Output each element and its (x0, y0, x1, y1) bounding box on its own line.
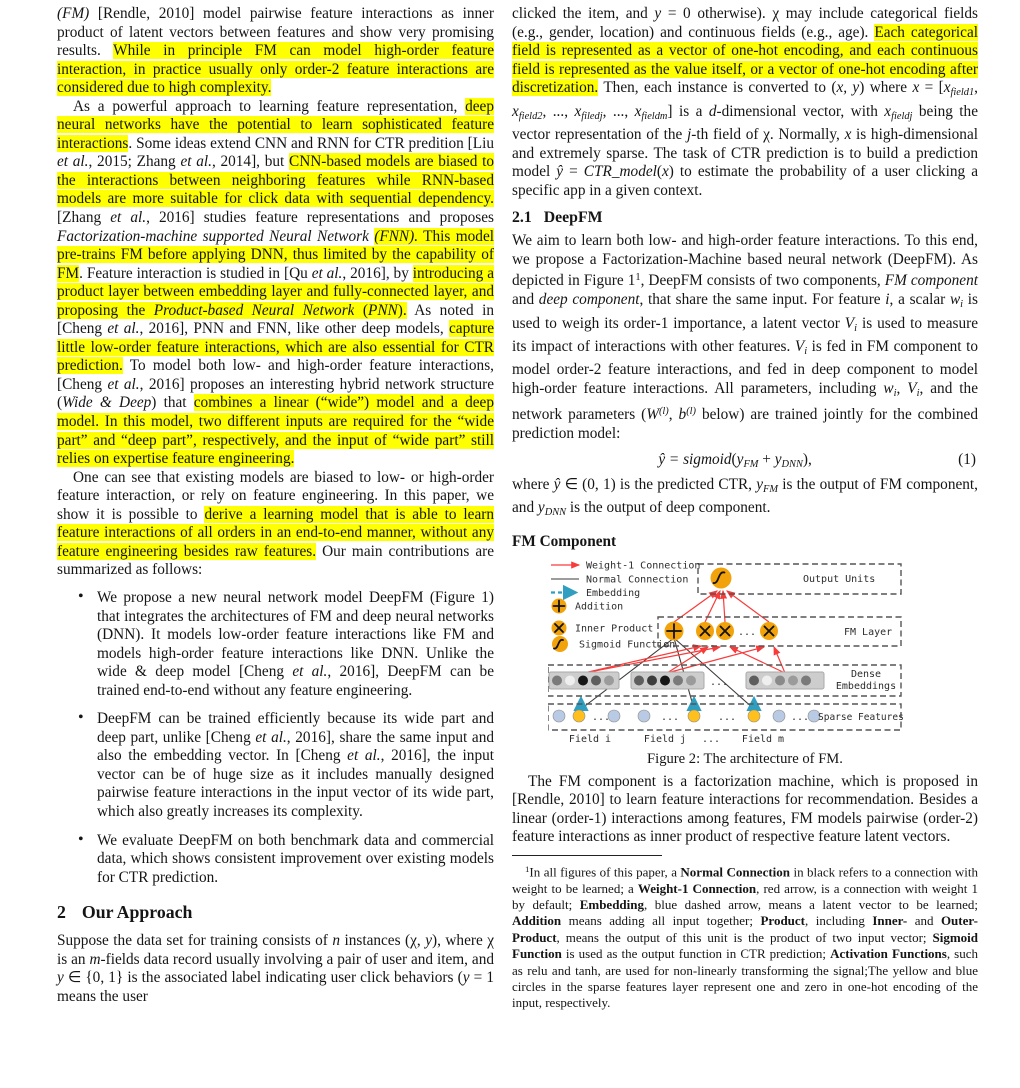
legend-label: Sigmoid Function (579, 639, 676, 651)
text-segment: We propose a new neural network model DeepFM (Figure 1) that integrates the architectures of FM and deep neural networks (DNN). It models low-order feature interactions like FM and models high-order feature interactions like DNN. Unlike the wide & deep model [Cheng (97, 588, 494, 681)
highlighted-text: introducing a product layer between embedding layer and fully-connected layer, and proposing the (57, 264, 495, 319)
dense-label-line1: Dense (850, 668, 882, 680)
text-segment: W (646, 406, 659, 424)
text-segment: , blue dashed arrow, means a latent vector to be learned; (644, 896, 978, 912)
sigmoid-unit-icon (552, 636, 568, 652)
text-segment: is the output of deep component. (566, 499, 771, 517)
text-segment: , ..., (542, 102, 575, 120)
bullet-item (97, 832, 494, 888)
p (57, 932, 494, 1006)
text-segment: ), (802, 450, 812, 468)
text-segment: CTR_model (583, 163, 657, 181)
text-segment: ( (656, 163, 662, 181)
p (57, 98, 494, 469)
text-segment: y (57, 969, 64, 987)
text-segment: ) to estimate the probability of a user clicking a specific app in a given context. (512, 163, 979, 199)
text-segment: x (662, 163, 669, 181)
field-labels (569, 734, 784, 745)
text-segment: is used to measure its impact of interactions with other features. (512, 314, 978, 356)
text-segment: et al. (107, 320, 140, 338)
text-segment: , such as relu and tanh, are used for non-linearly transforming the signal;The yellow and blue circles in the sparse features layer represent one and zero in one-hot encoding of the input, respectively. (512, 946, 978, 1011)
text-segment: , 2016], the input vector can be of huge size as it includes manually designed pairwise feature interactions in the input vector of its wide part, which also greatly increases its complexity. (97, 747, 495, 820)
text-segment: , that share the same input. For feature (639, 291, 886, 309)
text-segment: = [ (919, 79, 944, 97)
highlighted-text: combines a linear (“wide”) model and a deep model. In this model, two different inputs are required for the “wide part” and “deep part”, respectively, and the input of “wide part” still relies on expertise feature engineering. (57, 394, 494, 468)
text-segment: We evaluate DeepFM on both benchmark data and commercial data, which shows consistent improvement over existing models for CTR prediction. (97, 831, 494, 886)
text-segment: Suppose the data set for training consists of (57, 932, 333, 950)
highlighted-text: capture little low-order feature interactions, which are also essential for CTR prediction. (57, 320, 494, 375)
text-segment: x (943, 79, 951, 97)
legend-label: Weight-1 Connection (586, 560, 701, 572)
text-segment: ) where (859, 79, 913, 97)
text-segment: -th field of χ. Normally, (691, 126, 845, 144)
highlighted-text: This model pre-trains FM before applying DNN, thus limited by the capability of FM (57, 227, 494, 282)
highlighted-text: (FNN). (374, 227, 419, 245)
text-segment: + (758, 450, 775, 468)
dense-label-line2: Embeddings (835, 680, 897, 692)
text-segment: is fed in FM component to model order-2 feature interactions, and fed in deep component to model high-order feature interactions. All parameters, including (512, 338, 978, 398)
text-segment: x (884, 102, 892, 120)
h1: 2 Our Approach (57, 902, 193, 923)
text-segment: ) that (151, 394, 194, 412)
hbold: FM Component (512, 532, 617, 550)
text-segment: Then, each instance is converted to ( (598, 79, 837, 97)
legend-label: Inner Product (575, 623, 654, 635)
legend-label: Normal Connection (586, 574, 689, 586)
sparse-features-label: Sparse Features (818, 711, 904, 723)
text-segment: fieldj (891, 110, 913, 122)
text-segment: y (774, 450, 782, 468)
text-segment: Normal Connection (680, 864, 791, 880)
text-segment: i (854, 322, 858, 334)
text-segment: filedj (581, 110, 603, 122)
text-segment: y (425, 932, 432, 950)
text-segment: i (885, 291, 890, 309)
output-units-label: Output Units (803, 573, 876, 585)
text-segment: FM (743, 458, 759, 470)
text-segment: instances (χ, (340, 932, 426, 950)
text-segment: , 2014], but (211, 153, 290, 171)
text-segment: et al. (107, 375, 140, 393)
text-segment: being the vector representation of the (512, 102, 978, 144)
text-segment: n (332, 932, 340, 950)
text-segment: V (844, 314, 855, 332)
text-segment: , 2015; Zhang (88, 153, 181, 171)
text-segment: et al. (347, 747, 381, 765)
p (57, 469, 494, 580)
highlighted-text: While in principle FM can model high-order feature interaction, in practice usually only order-2 feature interactions are considered due to high complexity. (57, 42, 494, 97)
text-segment: , 2016] studies feature representations and proposes (146, 209, 494, 227)
highlighted-text: ). (397, 301, 407, 319)
text-segment: field2 (518, 110, 543, 122)
text-segment: , (668, 406, 679, 424)
text-segment: DNN (544, 507, 567, 519)
bullet-item (97, 710, 494, 821)
text-segment: Sigmoid Function (512, 929, 978, 962)
text-segment: . Some ideas extend CNN and RNN for CTR predition [Liu (128, 134, 494, 152)
svg-text:...: ... (592, 711, 611, 723)
text-segment: FM (763, 483, 779, 495)
text-segment: Embedding (579, 896, 645, 912)
figure-fm-architecture (548, 556, 978, 751)
text-segment: In all figures of this paper, a (529, 864, 681, 880)
text-segment: , red arrow, is a connection with weight 1 by default; (512, 880, 978, 912)
text-segment: , (896, 380, 908, 398)
text-segment: [Zhang (57, 209, 111, 227)
text-segment: To model both low- and high-order feature interactions, [Cheng (57, 357, 494, 393)
text-segment: = (665, 450, 684, 468)
text-segment: and (907, 913, 941, 929)
text-segment: w (883, 380, 894, 398)
text-segment: DNN (781, 458, 803, 470)
text-segment: j (687, 126, 692, 144)
text-segment: One can see that existing models are biased to low- or high-order feature interaction, or rely on feature engineering. In this paper, we show it is possible to (57, 468, 494, 523)
text-segment: [Rendle, 2010] model pairwise feature interactions as inner product of latent vectors between features and show very promising results. (57, 5, 494, 60)
text-segment: in black refers to a connection with weight to be learned; a (512, 864, 978, 896)
text-segment: Inner- (872, 913, 908, 929)
text-segment: Weight-1 Connection (637, 880, 757, 896)
svg-text:...: ... (718, 711, 737, 723)
text-segment: i (916, 387, 920, 399)
text-segment: , DeepFM consists of two components, (640, 272, 885, 290)
p (512, 476, 978, 523)
highlighted-text: PNN (367, 301, 398, 319)
text-segment: As noted in [Cheng (57, 301, 494, 338)
text-segment: Wide & Deep (62, 394, 152, 412)
text-segment: et al. (311, 264, 343, 282)
text-segment: b (678, 406, 687, 424)
highlighted-text: Product-based Neural Network (153, 301, 355, 319)
text-segment: Factorization-machine supported Neural Network (57, 227, 375, 245)
text-segment: i (893, 387, 897, 399)
text-segment: et al. (292, 663, 328, 681)
fm-architecture-diagram (548, 556, 978, 746)
text-segment: DeepFM can be trained efficiently because its wide part and deep part, unlike [Cheng (97, 710, 494, 746)
text-segment: et al. (180, 153, 212, 171)
text-segment: y (736, 450, 744, 468)
text-segment: -dimensional vector, with (716, 102, 885, 120)
text-segment: et al. (255, 728, 287, 746)
text-segment: Outer-Product (512, 913, 978, 945)
left-column (57, 5, 494, 1006)
equation: ŷ = sigmoid(yFM + yDNN), (1) (658, 450, 976, 470)
text-segment: sigmoid (683, 450, 732, 468)
text-segment: ] is a (667, 102, 709, 120)
svg-text:...: ... (791, 711, 810, 723)
text-segment: x, y (836, 79, 860, 97)
text-segment: , including (805, 913, 873, 929)
text-segment: V (907, 380, 917, 398)
text-segment: w (949, 291, 961, 309)
text-segment: d (708, 102, 717, 120)
text-segment: x (512, 102, 519, 120)
inner-product-unit-icon (552, 620, 567, 635)
text-segment: = 1 means the user (57, 969, 494, 1005)
text-segment: , 2016] proposes an interesting hybrid network structure ( (57, 375, 495, 412)
text-segment: et al. (110, 209, 147, 227)
text-segment: means adding all input together; (561, 913, 761, 929)
text-segment: is high-dimensional and extremely sparse. The task of CTR prediction is to build a prediction model (512, 126, 978, 181)
text-segment: x (574, 102, 582, 120)
legend-label: Embedding (586, 587, 641, 599)
text-segment: field1 (950, 87, 975, 99)
p (512, 232, 978, 443)
text-segment: y (756, 475, 763, 493)
text-segment: , and the network parameters ( (512, 380, 978, 424)
text-segment: is used as the output function in CTR prediction; (561, 946, 831, 962)
sigmoid-output-unit (711, 567, 732, 588)
text-segment: ŷ (658, 450, 666, 468)
right-column (512, 5, 978, 1012)
text-segment: i (804, 345, 808, 357)
text-segment: below) are trained jointly for the combined prediction model: (512, 406, 978, 443)
text-segment: As a powerful approach to learning feature representation, (73, 97, 466, 115)
svg-text:Field j: Field j (643, 733, 687, 745)
text-segment: 1 (525, 863, 530, 874)
fm-layer-label: FM Layer (844, 626, 893, 638)
p (57, 5, 494, 98)
text-segment: et al. (57, 153, 89, 171)
text-segment: , 2016], PNN and FNN, like other deep models, (139, 320, 449, 338)
text-segment: 1 (635, 272, 641, 284)
fm-units-ellipsis: ... (738, 626, 757, 638)
text-segment: = (563, 163, 584, 181)
text-segment: ( (731, 450, 737, 468)
text-segment: Our main contributions are summarized as follows: (57, 542, 495, 579)
text-segment: where (512, 475, 554, 493)
svg-text:Field i: Field i (568, 733, 612, 745)
text-segment: Activation Functions (830, 946, 947, 962)
text-segment: y (537, 499, 545, 517)
text-segment: ∈ (0, 1) is the predicted CTR, (560, 475, 757, 493)
text-segment: x (912, 79, 920, 97)
bullet-item (97, 589, 494, 700)
text-segment: We aim to learn both low- and high-order feature interactions. To this end, we propose a Factorization-Machine based neural network (DeepFM). As depicted in Figure 1 (512, 232, 978, 290)
text-segment: y (654, 5, 662, 22)
text-segment: deep component (538, 291, 640, 309)
highlighted-text: CNN-based models are biased to the interactions between neighboring features while RNN-based models are more suitable for click data with sequential dependency. (57, 153, 494, 208)
highlighted-text: deep neural networks have the potential to learn sophisticated feature interactions (57, 97, 494, 152)
text-segment: , ..., (602, 102, 635, 120)
text-segment: x (844, 126, 852, 144)
text-segment: V (794, 338, 805, 356)
text-segment: FM component (884, 272, 978, 290)
highlighted-text: Each categorical field is represented as a vector of one-hot encoding, and each continuous field is represented as the value itself, or a vector of one-hot encoding after discretization. (512, 23, 978, 97)
text-segment: . Feature interaction is studied in [Qu (79, 264, 312, 282)
p (512, 5, 978, 200)
svg-text:Field m: Field m (741, 733, 785, 745)
text-segment: , 2016], DeepFM can be trained end-to-end without any feature engineering. (97, 663, 494, 699)
text-segment: , a scalar (889, 291, 950, 309)
text-segment: x (634, 102, 642, 120)
svg-text:...: ... (661, 711, 680, 723)
highlighted-text: derive a learning model that is able to learn feature interactions of all orders in an end-to-end manner, without any feature engineering besides raw features. (57, 505, 494, 560)
text-segment: , 2016], by (342, 264, 413, 282)
text-segment: ∈ {0, 1} is the associated label indicating user click behaviors ( (63, 969, 463, 987)
text-segment: Addition (512, 913, 562, 929)
caption: Figure 2: The architecture of FM. (647, 750, 843, 767)
text-segment: , means the output of this unit is the product of two input vector; (556, 929, 933, 945)
text-segment: and (512, 291, 539, 309)
text-segment: clicked the item, and (512, 5, 655, 22)
text-segment: ŷ (553, 475, 561, 493)
text-segment: (FM) (57, 5, 90, 22)
dense-ellipsis: ... (710, 676, 729, 688)
text-segment: Product (760, 913, 806, 929)
text-segment: is used to weigh its order-1 importance, a latent vector (512, 291, 978, 332)
text-segment: i (960, 299, 964, 311)
highlighted-text: ( (354, 301, 368, 319)
inner-product-units (696, 622, 778, 640)
addition-unit (665, 621, 684, 640)
text-segment: is the output of FM component, and (512, 475, 978, 517)
text-segment: , (974, 79, 978, 97)
text-segment: -fields data record usually involving a pair of user and item, and (100, 950, 494, 968)
text-segment: (l) (658, 406, 669, 418)
svg-text:...: ... (701, 733, 721, 745)
text-segment: (l) (686, 406, 696, 418)
dense-embedding-vectors (549, 672, 824, 689)
p (512, 773, 978, 847)
legend-label: Addition (575, 601, 624, 613)
ul (57, 589, 494, 887)
addition-unit-icon (552, 598, 567, 613)
text-segment: y (462, 969, 470, 987)
text-segment: fieldm (641, 110, 668, 122)
text-segment: The FM component is a factorization machine, which is proposed in [Rendle, 2010] to learn feature interactions for recommendation. Besides a linear (order-1) interactions among features, FM models pairwise (order-2) feature interactions as inner product of respective feature latent vectors. (512, 772, 978, 846)
text-segment: ), where χ is an (57, 932, 494, 968)
text-segment: m (89, 950, 101, 968)
text-segment: = 0 otherwise). χ may include categorical fields (e.g., gender, location) and continuous fields (e.g., age). (512, 5, 978, 41)
footnote-rule (512, 855, 662, 856)
text-segment: ŷ (556, 163, 564, 181)
h2: 2.1 DeepFM (512, 209, 603, 227)
text-segment: , 2016], share the same input and also the embedding vector. In [Cheng (97, 728, 494, 765)
footnote (512, 855, 978, 1012)
